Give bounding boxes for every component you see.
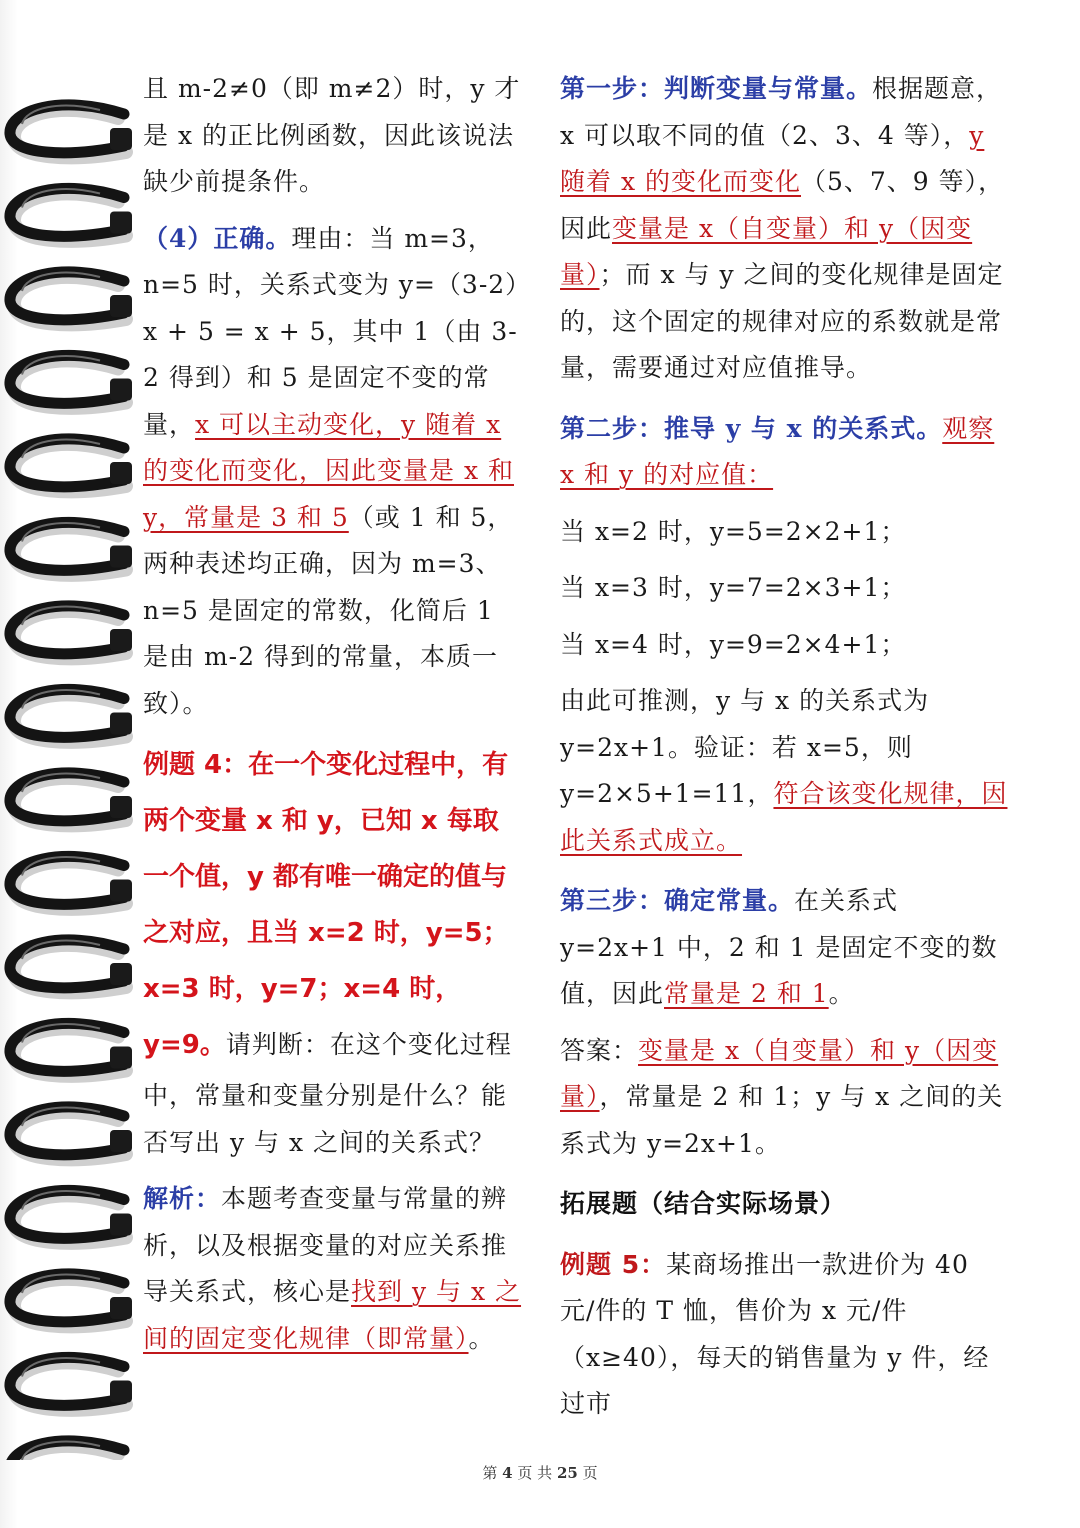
spiral-ring	[10, 773, 132, 825]
answer-highlight: 变量是 x（自变量）和 y（因变量）	[560, 1035, 999, 1111]
spiral-ring	[10, 439, 132, 491]
analysis-highlight: 找到 y 与 x 之间的固定变化规律（即常量）	[143, 1277, 522, 1353]
example-4	[143, 737, 523, 1166]
answer-label: 答案：	[560, 1035, 639, 1065]
spiral-ring	[10, 940, 132, 992]
spiral-ring	[10, 355, 132, 407]
spiral-ring	[10, 1190, 132, 1242]
example-5-label: 例题 5：	[560, 1249, 667, 1279]
spiral-ring	[10, 1023, 132, 1075]
spiral-ring	[10, 856, 132, 908]
analysis-paragraph	[143, 1176, 523, 1362]
spiral-ring	[10, 689, 132, 741]
spiral-ring	[10, 1107, 132, 1159]
inference-text: 由此可推测，y 与 x 的关系式为 y=2x+1。验证：若 x=5，则 y=2×5+1=11，	[560, 686, 930, 808]
step-1-highlight-1: y 随着 x 的变化而变化	[560, 120, 985, 196]
step-3	[560, 878, 1012, 1018]
page-footer	[0, 1462, 1080, 1483]
paragraph-item-4	[143, 216, 523, 728]
footer-middle: 页 共	[517, 1464, 553, 1482]
example-4-question: 例题 4：在一个变化过程中，有两个变量 x 和 y，已知 x 每取一个值，y 都有唯一确定的值与之对应，且当 x=2 时，y=5；x=3 时，y=7；x=4 时，y=9。	[143, 750, 509, 1060]
spiral-ring	[10, 272, 132, 324]
step-1-label: 第一步：判断变量与常量。	[560, 74, 873, 103]
step-2-label: 第二步：推导 y 与 x 的关系式。	[560, 413, 943, 443]
spiral-binding	[0, 40, 135, 1460]
item-4-highlight: x 可以主动变化，y 随着 x 的变化而变化，因此变量是 x 和 y，常量是 3 和 5	[143, 409, 514, 532]
step-1-text-a: 根据题意，x 可以取不同的值（2、3、4 等），	[560, 74, 1003, 150]
step-2	[560, 406, 1012, 499]
step-1-text-c: ；而 x 与 y 之间的变化规律是固定的，这个固定的规律对应的系数就是常量，需要通过对应值推导。	[560, 260, 1004, 382]
spiral-ring	[10, 188, 132, 240]
calc-line-2: 当 x=3 时，y=7=2×3+1；	[560, 573, 907, 602]
analysis-end: 。	[468, 1323, 495, 1353]
analysis-text: 本题考查变量与常量的辨析，以及根据变量的对应关系推导关系式，核心是	[143, 1184, 508, 1306]
item-4-note: （或 1 和 5，两种表述均正确，因为 m=3、n=5 是固定的常数，化简后 1 是由 m-2 得到的常量，本质一致）。	[143, 502, 514, 718]
footer-suffix: 页	[582, 1464, 598, 1482]
inference	[560, 678, 1012, 864]
calc-line-1: 当 x=2 时，y=5=2×2+1；	[560, 516, 907, 546]
footer-prefix: 第	[482, 1464, 498, 1482]
step-3-label: 第三步：确定常量。	[560, 886, 795, 915]
paragraph-m-condition: 且 m-2≠0（即 m≠2）时，y 才是 x 的正比例函数，因此该说法缺少前提条件。	[143, 74, 521, 196]
example-5	[560, 1242, 1012, 1428]
step-3-text: 在关系式 y=2x+1 中，2 和 1 是固定不变的数值，因此	[560, 886, 998, 1008]
spiral-ring	[10, 105, 132, 157]
step-1	[560, 66, 1012, 392]
extension-heading: 拓展题（结合实际场景）	[560, 1189, 847, 1218]
spiral-ring	[10, 1274, 132, 1326]
left-column	[143, 66, 523, 1362]
analysis-label: 解析：	[143, 1184, 222, 1213]
inference-highlight: 符合该变化规律，因此关系式成立。	[560, 779, 1008, 855]
answer-text: ，常量是 2 和 1；y 与 x 之间的关系式为 y=2x+1。	[560, 1082, 1004, 1158]
example-5-text: 某商场推出一款进价为 40 元/件的 T 恤，售价为 x 元/件（x≥40），每天的销售量为 y 件，经过市	[560, 1249, 990, 1418]
step-3-end: 。	[828, 979, 855, 1008]
calc-line-3: 当 x=4 时，y=9=2×4+1；	[560, 629, 907, 659]
spiral-ring	[10, 522, 132, 574]
answer	[560, 1028, 1012, 1168]
step-3-highlight: 常量是 2 和 1	[664, 979, 829, 1008]
spiral-ring	[10, 1441, 132, 1460]
spiral-ring	[10, 1357, 132, 1409]
footer-page-number: 4	[502, 1464, 513, 1482]
spiral-ring	[10, 606, 132, 658]
example-4-ask: 请判断：在这个变化过程中，常量和变量分别是什么？能否写出 y 与 x 之间的关系式？	[143, 1030, 512, 1157]
step-1-text-b: （5、7、9 等），因此	[560, 167, 1005, 243]
footer-total-pages: 25	[556, 1464, 578, 1482]
right-column	[560, 66, 1012, 1428]
item-4-text: 理由：当 m=3，n=5 时，关系式变为 y=（3-2）x + 5 = x + 5，其中 1（由 3-2 得到）和 5 是固定不变的常量，	[143, 223, 519, 439]
item-4-label: （4）正确。	[143, 223, 292, 253]
step-1-highlight-2: 变量是 x（自变量）和 y（因变量）	[560, 213, 973, 289]
step-2-highlight: 观察 x 和 y 的对应值：	[560, 413, 995, 489]
